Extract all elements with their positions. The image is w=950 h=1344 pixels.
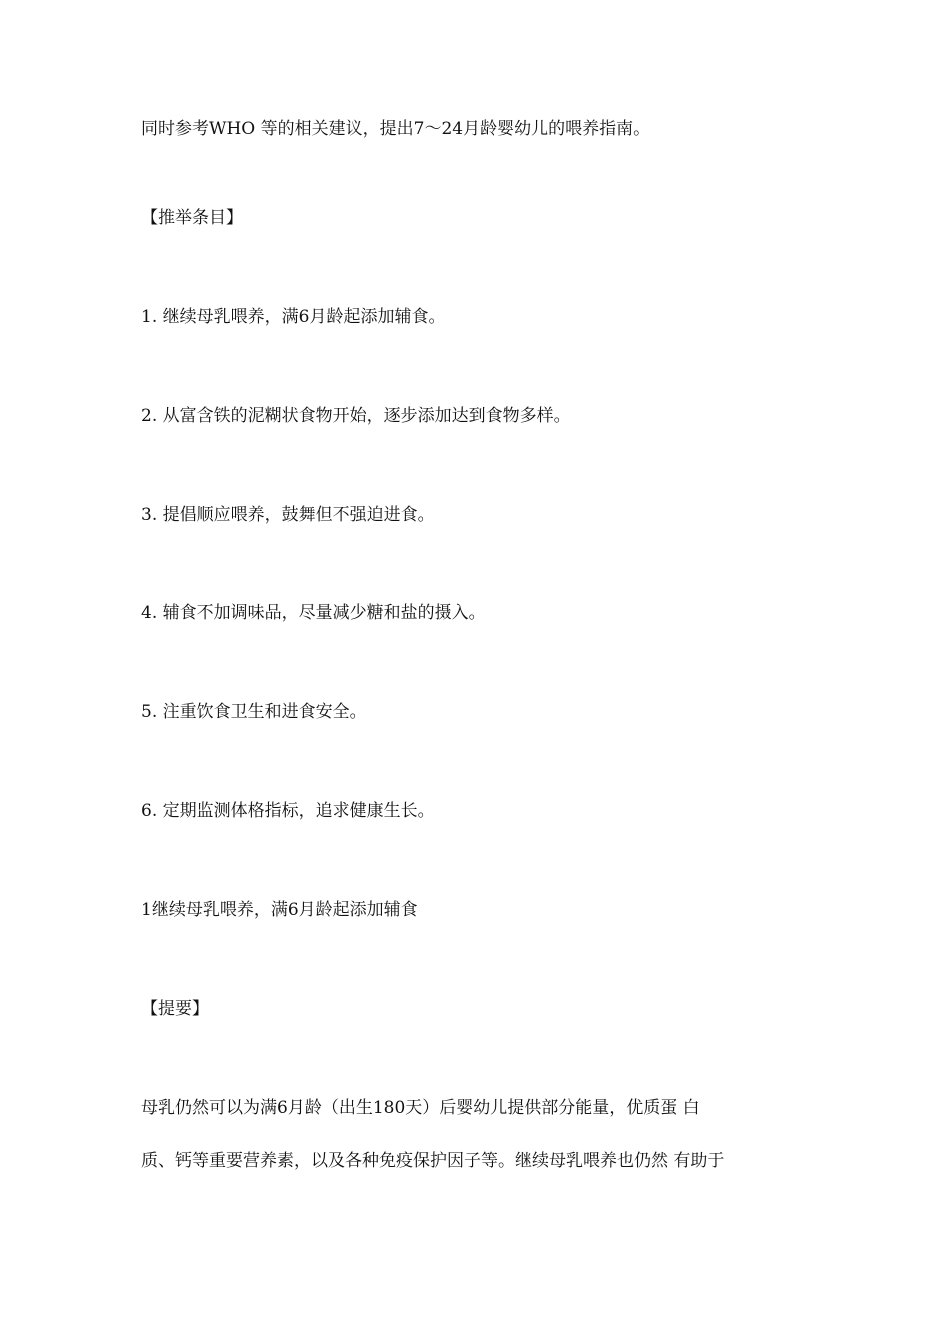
intro-paragraph: 同时参考WHO 等的相关建议，提出7〜24月龄婴幼儿的喂养指南。 xyxy=(141,119,651,139)
summary-heading: 【提要】 xyxy=(141,999,209,1019)
recommendation-item-2: 2. 从富含铁的泥糊状食物开始，逐步添加达到食物多样。 xyxy=(141,406,571,426)
recommendation-item-4: 4. 辅食不加调味品，尽量减少糖和盐的摄入。 xyxy=(141,603,486,623)
recommendation-item-5: 5. 注重饮食卫生和进食安全。 xyxy=(141,702,367,722)
recommendations-heading: 【推举条目】 xyxy=(141,208,243,228)
summary-line-1: 母乳仍然可以为满6月龄（出生180天）后婴幼儿提供部分能量，优质蛋 白 xyxy=(141,1098,700,1118)
recommendation-item-1: 1. 继续母乳喂养，满6月龄起添加辅食。 xyxy=(141,307,446,327)
section-title: 1继续母乳喂养，满6月龄起添加辅食 xyxy=(141,900,418,920)
recommendation-item-3: 3. 提倡顺应喂养，鼓舞但不强迫进食。 xyxy=(141,505,435,525)
recommendation-item-6: 6. 定期监测体格指标，追求健康生长。 xyxy=(141,801,435,821)
summary-line-2: 质、钙等重要营养素，以及各种免疫保护因子等。继续母乳喂养也仍然 有助于 xyxy=(141,1151,725,1171)
